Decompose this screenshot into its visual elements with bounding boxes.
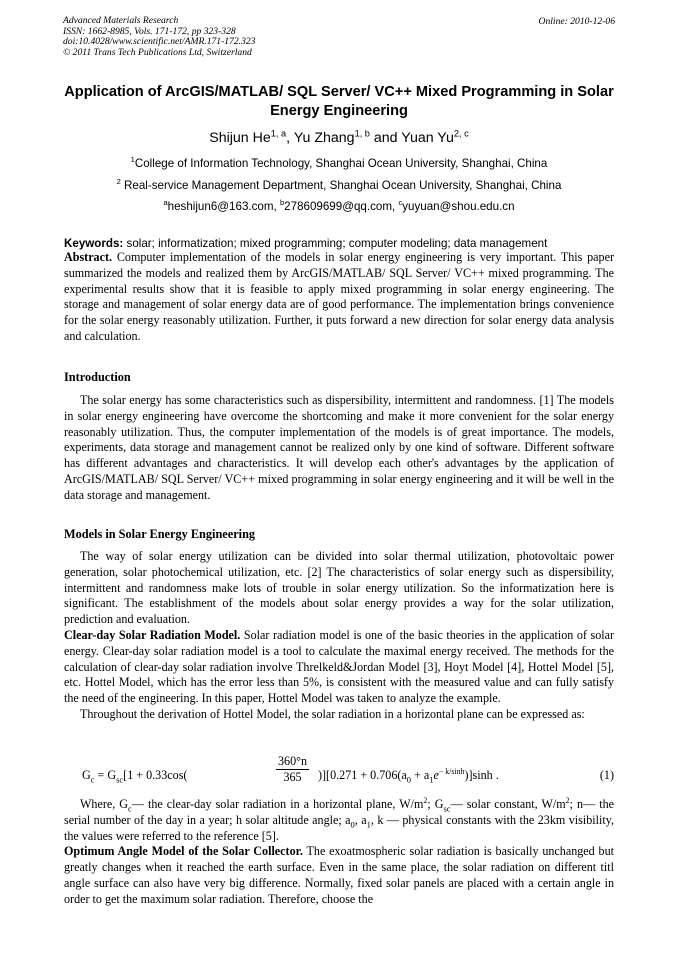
eq-frac-den: 365 [283, 770, 302, 784]
author-sup: 2, c [453, 128, 469, 139]
email-link[interactable]: yuyuan@shou.edu.cn [402, 200, 515, 213]
author-name: Yu Zhang [293, 130, 355, 146]
models-paragraph: The way of solar energy utilization can be divided into solar thermal utilization, photovoltaic power generation, solar photochemical utilization, etc. [2] The characteristics of solar energy such as dispersibility, intermittent and randomness make lots of trouble in solar energy utilization. So the informatization here is significant. The establishment of the models about solar energy provides a way for the solar utilization, prediction and evaluation. [64, 549, 614, 627]
aff-text: College of Information Technology, Shanghai Ocean University, Shanghai, China [134, 157, 548, 170]
eq-text: )][0.271 + 0.706(a [318, 768, 407, 782]
affiliation-1 [0, 157, 678, 170]
online-date: Online: 2010-12-06 [538, 16, 615, 27]
where-block [64, 797, 614, 908]
journal-info [63, 16, 255, 58]
eq-text: )]sinh . [464, 768, 499, 782]
optimum-text: The exoatmospheric solar radiation is basically unchanged but greatly changes when it reached the earth surface. Even in the same place, the solar radiation on different titl angle surface can also have very big difference. Normally, fixed solar panels are placed with a certain angle in order to get the maximum solar radiation. Therefore, choose the [64, 844, 614, 906]
aff-text: Real-service Management Department, Shanghai Ocean University, Shanghai, China [124, 179, 562, 192]
keywords-label: Keywords: [64, 237, 124, 250]
models-body [64, 549, 614, 723]
author-name: Shijun He [209, 130, 271, 146]
author-and: and [373, 130, 398, 146]
clear-day-label: Clear-day Solar Radiation Model. [64, 627, 241, 642]
eq-frac-num: 360°n [278, 754, 308, 768]
eq-text: [1 + 0.33cos( [123, 768, 188, 782]
models-heading: Models in Solar Energy Engineering [64, 527, 256, 541]
equation-rest [318, 768, 499, 783]
doi: doi:10.4028/www.scientific.net/AMR.171-172.323 [63, 36, 256, 48]
equation-number: (1) [599, 768, 614, 782]
email-sup: b [279, 198, 285, 208]
eq-fraction [276, 754, 309, 785]
author-list: Shijun He$^{1, a}$, Yu Zhang$^{1, b}$ and Yuan Yu$^{2, c}$ [209, 128, 469, 146]
eq-e: e [433, 768, 439, 782]
eq-sub: 1 [429, 774, 434, 785]
email-link[interactable]: 278609699@qq.com, [284, 200, 396, 213]
author-sup: 1, b [354, 128, 370, 139]
email-link[interactable]: heshijun6@163.com, [167, 200, 277, 213]
through-text: Throughout the derivation of Hottel Model, the solar radiation in a horizontal plane can be expressed as: [80, 706, 585, 721]
author-sup: 1, a [270, 128, 287, 139]
where-paragraph: Where, $G_c—$ the clear-day solar radiation in a horizontal plane, $W/m^2$; $G_{sc}—$ solar constant, $W/m^2$; n— the serial number of the day in a year; h solar altitude angle; $a_0$, $a_1$, k — physical constants with the 23km visibility, the values were referred to the reference [5]. [64, 795, 614, 843]
journal-name: Advanced Materials Research [63, 15, 179, 26]
eq-sub: sc [116, 774, 124, 785]
aff-sup: 2 [116, 177, 121, 187]
eq-text: = G [97, 768, 117, 782]
optimum-paragraph [64, 844, 614, 907]
affiliation-2 [0, 179, 678, 192]
optimum-label: Optimum Angle Model of the Solar Collector. [64, 844, 303, 859]
eq-lhs: G [82, 768, 91, 782]
issn: ISSN: 1662-8985, Vols. 171-172, pp 323-328 [63, 25, 236, 37]
introduction-body [64, 393, 614, 504]
introduction-text: The solar energy has some characteristics such as dispersibility, intermittent and randomness. [1] The models in solar energy engineering have overcome the shortcoming and make it more convenient for the solar energy reasonably utilization. Thus, the computer implementation of the models is of great importance. The models, experiments, data storage and management cannot be realized only by one kind of software. Different software has different advantages and characteristics. It will develop each other's advantages by the application of ArcGIS/MATLAB/ SQL Server/ VC++ mixed programming in solar energy engineering and it will be well in the data storage and management. [64, 393, 614, 502]
aff-sup: 1 [130, 155, 135, 165]
eq-sub: 0 [406, 774, 412, 785]
paper-title: Application of ArcGIS/MATLAB/ SQL Server/ VC++ Mixed Programming in Solar Energy Engineering [64, 84, 614, 119]
equation-body [82, 768, 187, 783]
copyright: © 2011 Trans Tech Publications Ltd, Switzerland [63, 46, 252, 58]
abstract-label: Abstract. [64, 250, 113, 264]
author-name: Yuan Yu [401, 130, 454, 146]
equation-1 [82, 754, 614, 796]
keywords-text: solar; informatization; mixed programming; computer modeling; data management [126, 237, 548, 250]
introduction-heading: Introduction [64, 370, 131, 384]
email-sup: a [163, 198, 168, 208]
emails [0, 200, 678, 213]
eq-text: + a [411, 768, 430, 782]
eq-sub: c [90, 774, 95, 785]
eq-exp: − k/sinh [438, 766, 465, 776]
abstract [64, 250, 614, 345]
abstract-text: Computer implementation of the models in solar energy engineering is very important. This paper summarized the models and realized them by ArcGIS/MATLAB/ SQL Server/ VC++ mixed programming. The experimental results show that it is feasible to apply mixed programming in solar energy engineering. The storage and management of solar energy data are of good performance. The implementation brings convenience for the solar energy reasonably utilization. Further, it puts forward a new direction for solar energy data analysis and calculation. [64, 250, 614, 343]
email-sup: c [398, 198, 403, 208]
clear-day-text: Solar radiation model is one of the basic theories in the application of solar energy. Clear-day solar radiation model is a tool to calculate the maximal energy received. The methods for the calculation of clear-day solar radiation involve Threlkeld&Jordan Model [3], Hoyt Model [4], Hottel Model [5], etc. Hottel Model, which has the error less than 5%, is consistent with the measured value and can fully satisfy the need of the engineering. In this paper, Hottel Model was taken to analyze the example. [64, 627, 615, 706]
